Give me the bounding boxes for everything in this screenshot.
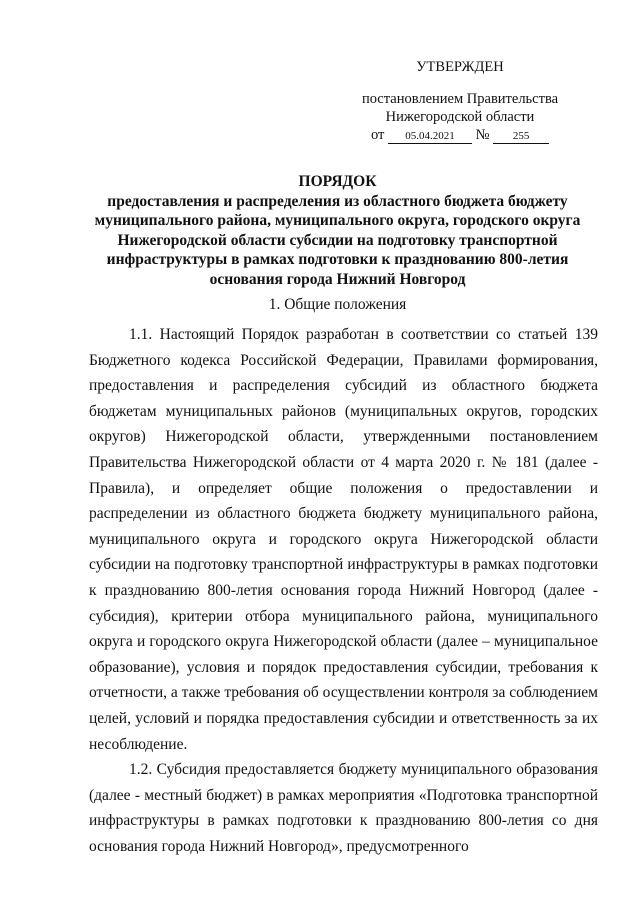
approved-stamp: УТВЕРЖДЕН (416, 59, 504, 75)
approval-line-1: постановлением Правительства (361, 91, 559, 107)
approval-date-line (340, 126, 580, 144)
approval-line-2: Нижегородской области (385, 109, 535, 125)
approval-number: 255 (493, 129, 549, 144)
paragraph-1-1: 1.1. Настоящий Порядок разработан в соответствии со статьей 139 Бюджетного кодекса Российской Федерации, Правилами формирования, предоставления и распределения субсидий из областного бюджета бюджетам муниципальных районов (муниципальных округов, городских округов) Нижегородской области, утвержденными постановлением Правительства Нижегородской области от 4 марта 2020 г. № 181 (далее - Правила), и определяет общие положения о предоставлении и распределении из областного бюджета бюджету муниципального района, муниципального округа и городского округа Нижегородской области субсидии на подготовку транспортной инфраструктуры в рамках подготовки к празднованию 800-летия основания города Нижний Новгород (далее - субсидия), критерии отбора муниципального района, муниципального округа и городского округа Нижегородской области (далее – муниципальное образование), условия и порядок предоставления субсидии, требования к отчетности, а также требования об осуществлении контроля за соблюдением целей, условий и порядка предоставления субсидии и ответственность за их несоблюдение. (89, 326, 598, 753)
number-sign: № (475, 127, 490, 143)
paragraph-1-2: 1.2. Субсидия предоставляется бюджету муниципального образования (далее - местный бюджет) в рамках мероприятия «Подготовка транспортной инфраструктуры в рамках подготовки к празднованию 800-летия со дня основания города Нижний Новгород», предусмотренного (89, 761, 598, 855)
approval-block (340, 58, 580, 144)
document-subtitle: предоставления и распределения из областного бюджета бюджету муниципального района, муниципального округа, городского округа Нижегородской области субсидии на подготовку транспортной инфраструктуры в рамках подготовки к празднованию 800-летия основания города Нижний Новгород (94, 192, 581, 288)
document-name: ПОРЯДОК (298, 173, 377, 190)
document-body (89, 322, 598, 859)
approval-date: 05.04.2021 (388, 129, 472, 144)
from-label: от (370, 127, 385, 143)
document-title (70, 172, 605, 289)
section-heading: 1. Общие положения (268, 296, 407, 313)
